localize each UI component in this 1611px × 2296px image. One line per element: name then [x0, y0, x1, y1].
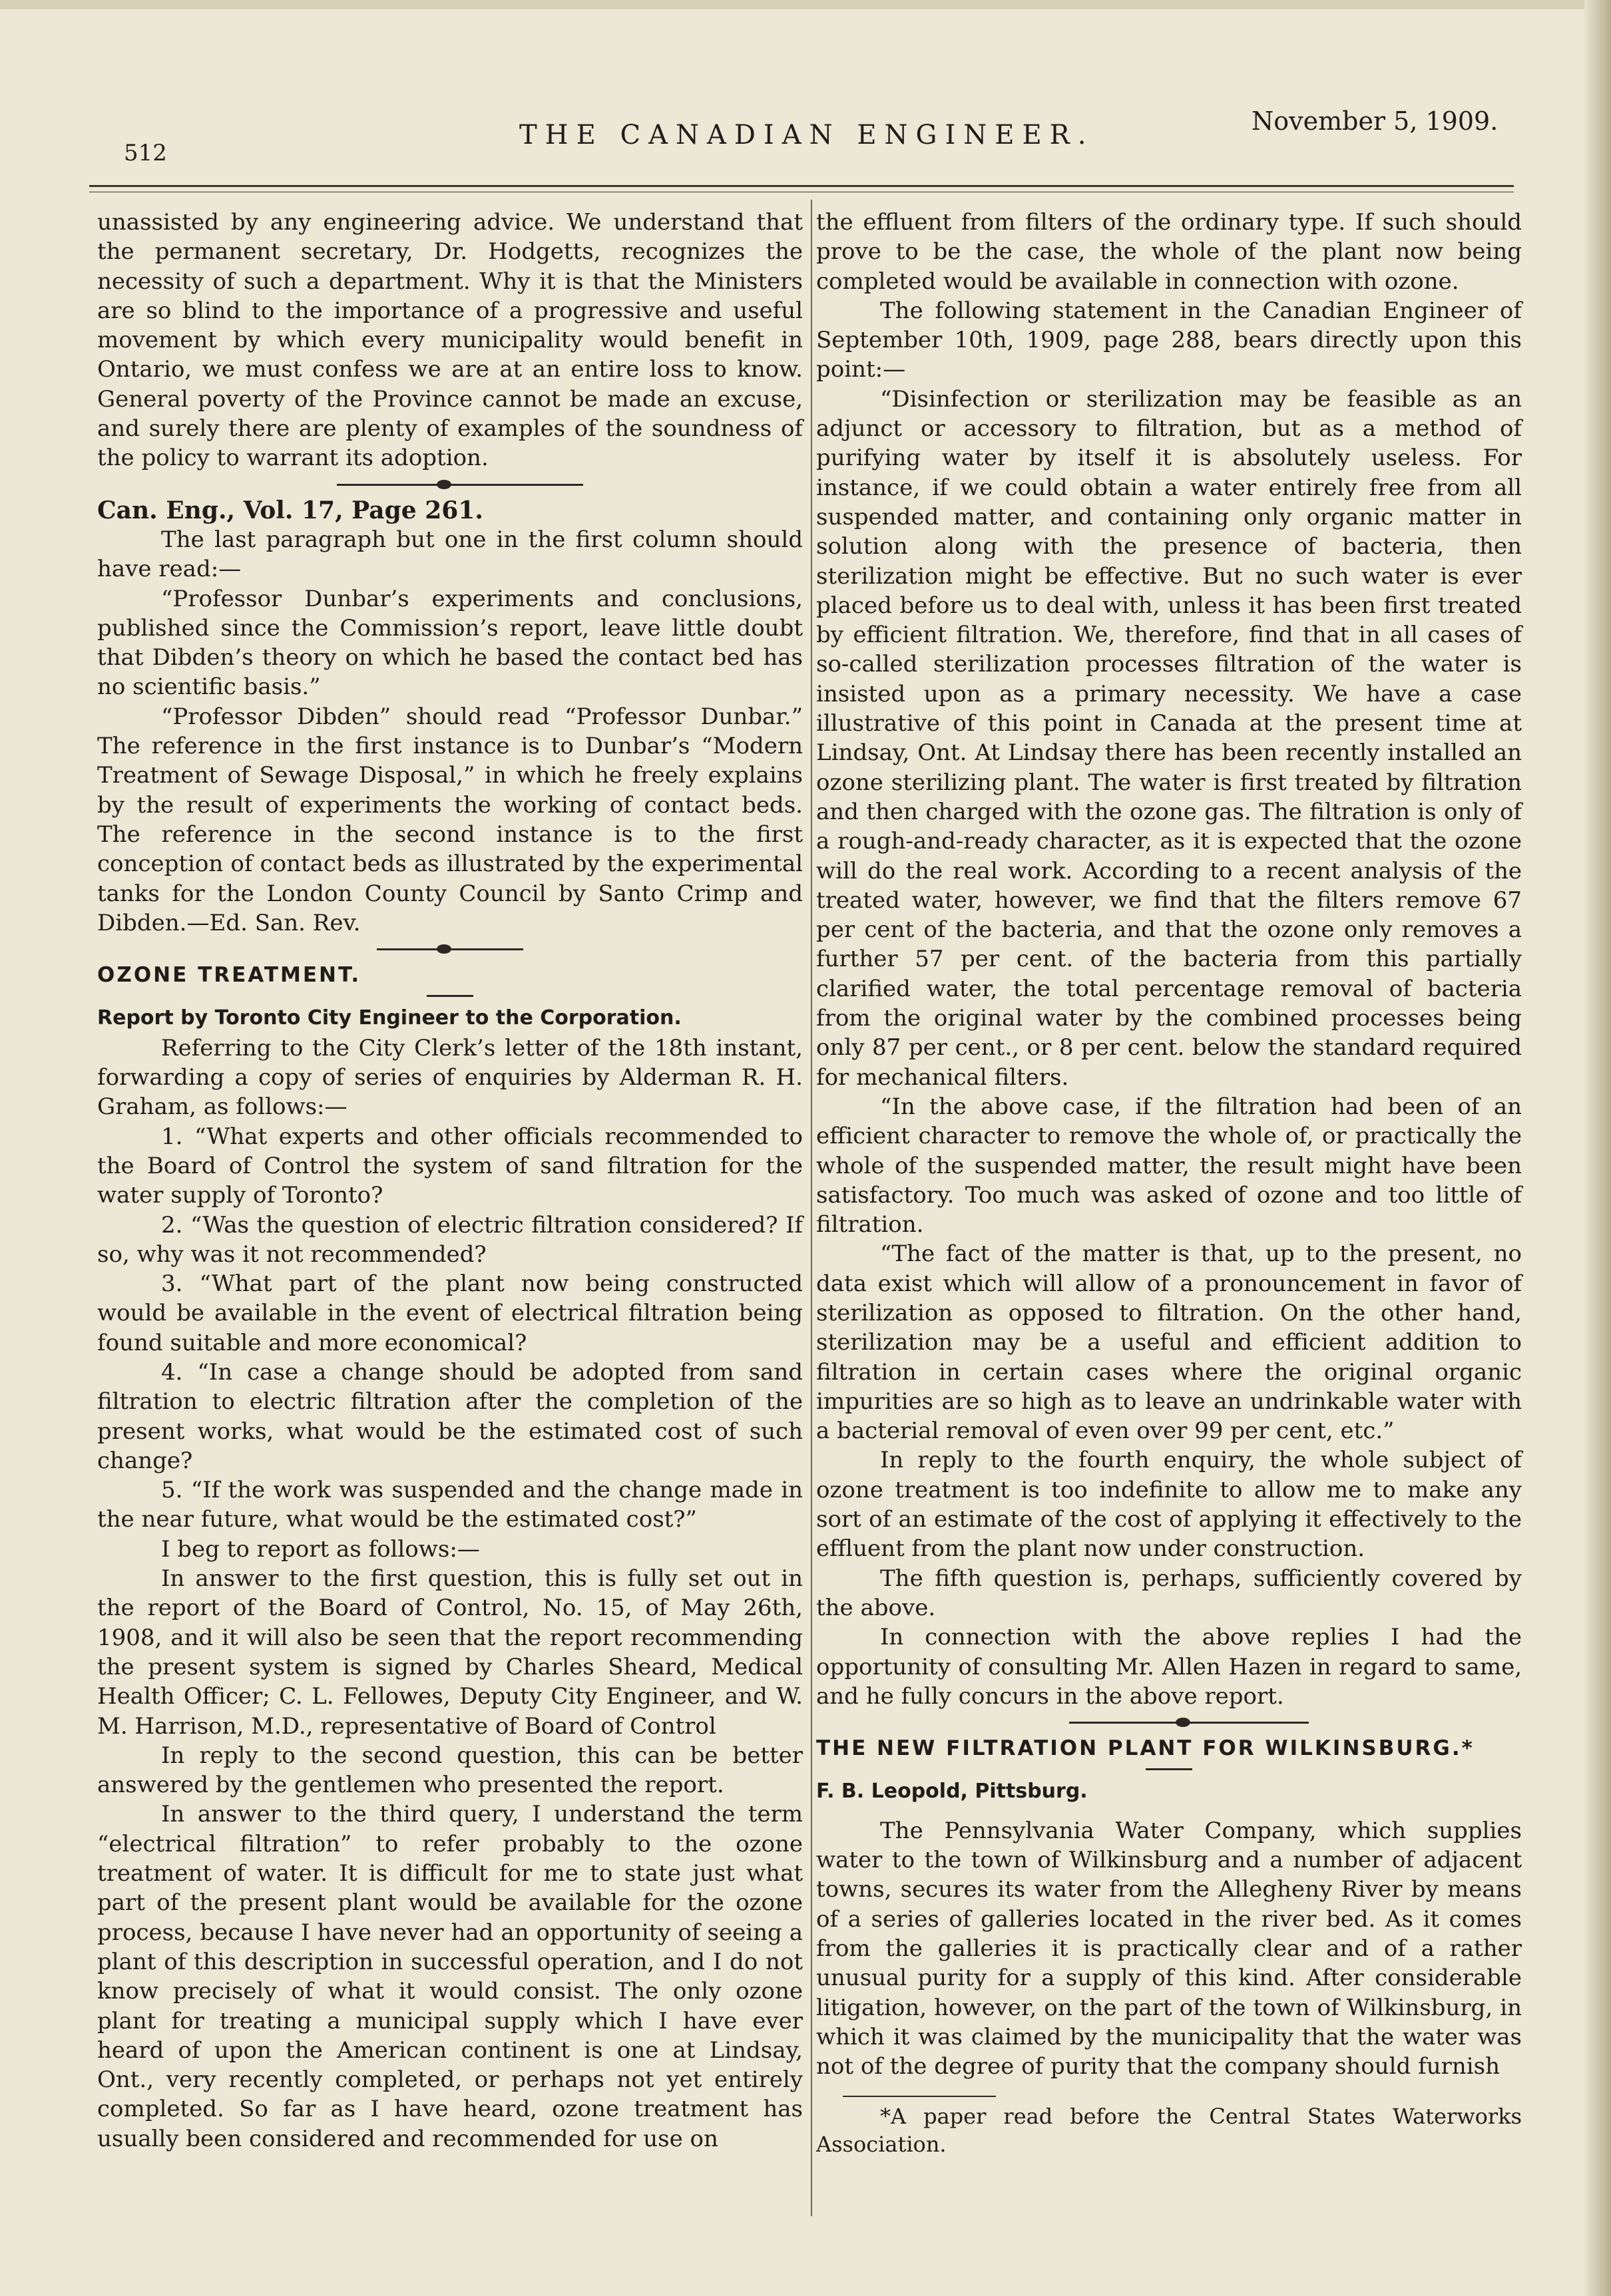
ozone-continued-paragraph: The fifth question is, perhaps, sufficiently covered by the above. [816, 1565, 1522, 1621]
issue-date: November 5, 1909. [1252, 106, 1498, 136]
ozone-continued-paragraph: The following statement in the Canadian Engineer of September 10th, 1909, page 288, bears directly upon this point:— [816, 297, 1522, 383]
correction-heading: Can. Eng., Vol. 17, Page 261. [97, 496, 483, 524]
page-number: 512 [124, 140, 167, 166]
journal-title: THE CANADIAN ENGINEER. [519, 120, 1094, 150]
ozone-paragraph: In answer to the first question, this is fully set out in the report of the Board of Control, No. 15, of May 26th, 1908, and it will also be seen that the report recommending the present system is signed by Charles Sheard, Medical Health Officer; C. L. Fellowes, Deputy City Engineer, and W. M. Harrison, M.D., representative of Board of Control [97, 1565, 803, 1740]
intro-paragraph: unassisted by any engineering advice. We understand that the permanent secretary, Dr. Hodgetts, recognizes the necessity of such a department. Why it is that the Ministers are so blind to the importance of a progressive and useful movement by which every municipality would benefit in Ontario, we must confess we are at an entire loss to know. General poverty of the Province cannot be made an excuse, and surely there are plenty of examples of the soundness of the policy to warrant its adoption. [97, 209, 803, 472]
ozone-paragraph: 1. “What experts and other officials recommended to the Board of Control the system of sand filtration for the water supply of Toronto? [97, 1123, 803, 1209]
ozone-paragraph: 2. “Was the question of electric filtration considered? If so, why was it not recommended? [97, 1211, 803, 1268]
section-ornament [97, 473, 803, 496]
right-column [816, 208, 1522, 2158]
article-paragraph: The Pennsylvania Water Company, which supplies water to the town of Wilkinsburg and a number of adjacent towns, secures its water from the Allegheny River by means of a series of galleries located in the river bed. As it comes from the galleries it is practically clear and of a rather unusual purity for a supply of this kind. After considerable litigation, however, on the part of the town of Wilkinsburg, in which it was claimed by the municipality that the water was not of the degree of purity that the company should furnish [816, 1817, 1522, 2080]
quoted-paragraph: “The fact of the matter is that, up to the present, no data exist which will allow of a pronouncement in favor of sterilization as opposed to filtration. On the other hand, sterilization may be a useful and efficient addition to filtration in certain cases where the original organic impurities are so high as to leave an undrinkable water with a bacterial removal of even over 99 per cent, etc.” [816, 1241, 1522, 1445]
ozone-paragraph: 3. “What part of the plant now being constructed would be available in the event of electrical filtration being found suitable and more economical? [97, 1270, 803, 1356]
quoted-paragraph: “Disinfection or sterilization may be feasible as an adjunct or accessory to filtration, but as a method of purifying water by itself it is absolutely useless. For instance, if we could obtain a water entirely free from all suspended matter, and containing only organic matter in solution along with the presence of bacteria, then sterilization might be effective. But no such water is ever placed before us to deal with, unless it has been first treated by efficient filtration. We, therefore, find that in all cases of so-called sterilization processes filtration of the water is insisted upon as a primary necessity. We have a case illustrative of this point in Canada at the present time at Lindsay, Ont. At Lindsay there has been recently installed an ozone sterilizing plant. The water is first treated by filtration and then charged with the ozone gas. The filtration is only of a rough-and-ready character, as it is expected that the ozone will do the real work. According to a recent analysis of the treated water, however, we find that the filters remove 67 per cent of the bacteria, and that the ozone only removes a further 57 per cent. of the bacteria from this partially clarified water, the total percentage removal of bacteria from the original water by the combined processes being only 87 per cent., or 8 per cent. below the standard required for mechanical filters. [816, 385, 1522, 1091]
ozone-continued-paragraph: the effluent from filters of the ordinary type. If such should prove to be the case, the whole of the plant now being completed would be available in connection with ozone. [816, 209, 1522, 295]
ozone-heading: OZONE TREATMENT. [97, 963, 361, 988]
page-top-edge [0, 0, 1611, 9]
ozone-continued-paragraph: In reply to the fourth enquiry, the whole subject of ozone treatment is too indefinite to allow me to make any sort of an estimate of the cost of applying it effectively to the effluent from the plant now under construction. [816, 1447, 1522, 1563]
left-column [97, 208, 803, 2154]
heading-rule [1146, 1768, 1192, 1770]
ozone-paragraph: In reply to the second question, this can be better answered by the gentlemen who presented the report. [97, 1742, 803, 1799]
header-rule [89, 185, 1514, 187]
column-divider [811, 200, 812, 2216]
ozone-continued-paragraph: In connection with the above replies I had the opportunity of consulting Mr. Allen Hazen in regard to same, and he fully concurs in the above report. [816, 1624, 1522, 1710]
correction-paragraph: The last paragraph but one in the first column should have read:— [97, 526, 803, 583]
heading-rule [427, 995, 473, 997]
book-spine-shadow [1584, 0, 1611, 2296]
correction-paragraph: “Professor Dunbar’s experiments and conclusions, published since the Commission’s report, leave little doubt that Dibden’s theory on which he based the contact bed has no scientific basis.” [97, 585, 803, 701]
ozone-paragraph: 4. “In case a change should be adopted from sand filtration to electric filtration after the completion of the present works, what would be the estimated cost of such change? [97, 1358, 803, 1474]
ozone-paragraph: In answer to the third query, I understand the term “electrical filtration” to refer probably to the ozone treatment of water. It is difficult for me to state just what part of the present plant would be available for the ozone process, because I have never had an opportunity of seeing a plant of this description in successful operation, and I do not know precisely of what it would consist. The only ozone plant for treating a municipal supply which I have ever heard of upon the American continent is one at Lindsay, Ont., very recently completed, or perhaps not yet entirely completed. So far as I have heard, ozone treatment has usually been considered and recommended for use on [97, 1801, 803, 2152]
ozone-paragraph: 5. “If the work was suspended and the change made in the near future, what would be the estimated cost?” [97, 1477, 803, 1533]
footnote-rule [843, 2096, 996, 2097]
section-ornament [97, 938, 803, 960]
section-ornament [816, 1711, 1522, 1734]
filtration-article-heading: THE NEW FILTRATION PLANT FOR WILKINSBURG.* [816, 1736, 1475, 1761]
ozone-paragraph: I beg to report as follows:— [161, 1535, 480, 1563]
footnote: *A paper read before the Central States Waterworks Association. [816, 2104, 1522, 2158]
ozone-paragraph: Referring to the City Clerk’s letter of the 18th instant, forwarding a copy of series of enquiries by Alderman R. H. Graham, as follows:— [97, 1034, 803, 1121]
correction-paragraph: “Professor Dibden” should read “Professor Dunbar.” The reference in the first instance is to Dunbar’s “Modern Treatment of Sewage Disposal,” in which he freely explains by the result of experiments the working of contact beds. The reference in the second instance is to the first conception of contact beds as illustrated by the experimental tanks for the London County Council by Santo Crimp and Dibden.—Ed. San. Rev. [97, 703, 803, 936]
article-author: F. B. Leopold, Pittsburg. [816, 1780, 1088, 1804]
ozone-subheading: Report by Toronto City Engineer to the Corporation. [97, 1006, 682, 1030]
quoted-paragraph: “In the above case, if the filtration had been of an efficient character to remove the whole of, or practically the whole of the suspended matter, the result might have been satisfactory. Too much was asked of ozone and too little of filtration. [816, 1093, 1522, 1239]
